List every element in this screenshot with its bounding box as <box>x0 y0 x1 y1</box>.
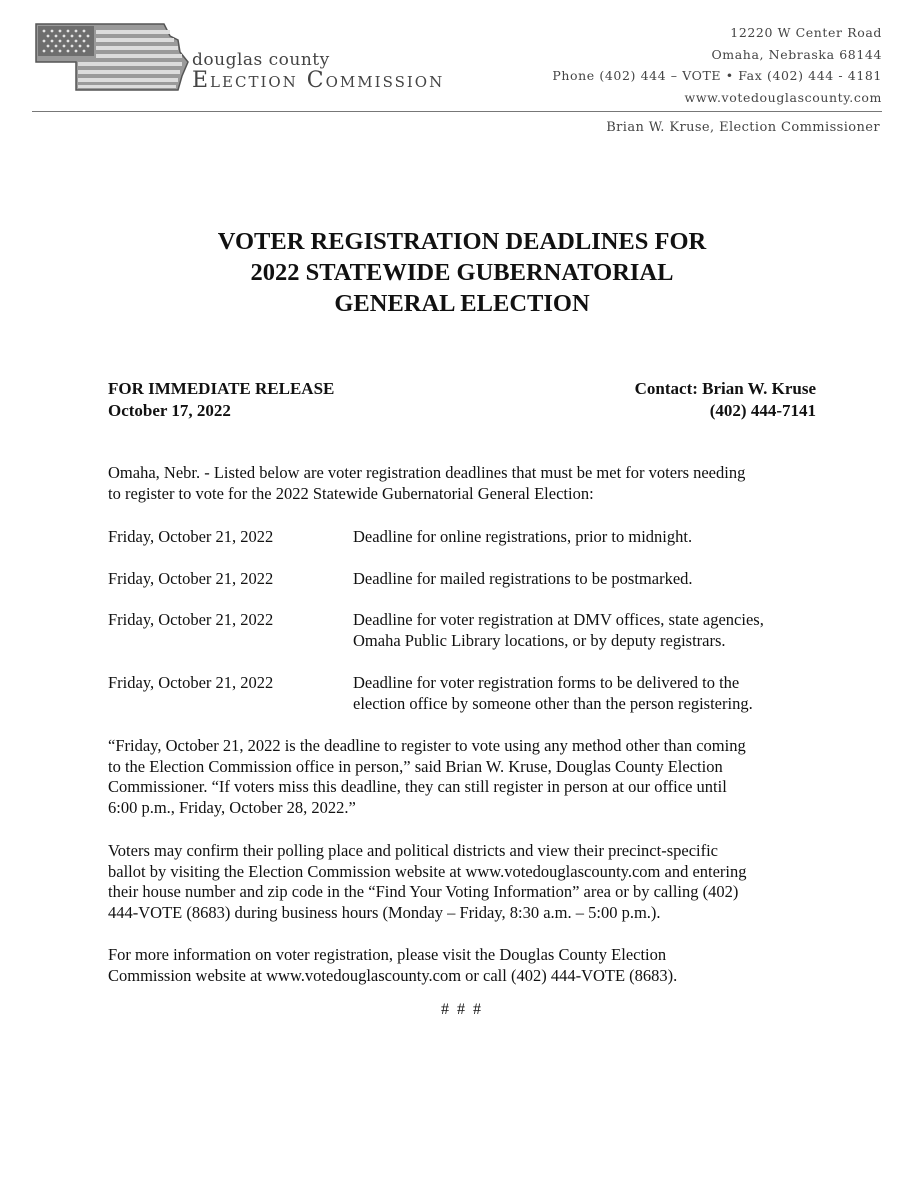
letterhead <box>0 0 924 140</box>
deadline-description <box>353 610 823 651</box>
deadline-date: Friday, October 21, 2022 <box>108 527 274 546</box>
paragraph-line: to the Election Commission office in person,” said Brian W. Kruse, Douglas County Election <box>108 756 723 776</box>
contact-phone: (402) 444-7141 <box>709 401 816 420</box>
deadline-description <box>353 527 823 548</box>
paragraph-line: 6:00 p.m., Friday, October 28, 2022.” <box>108 797 356 817</box>
end-marker: # # # <box>441 1001 483 1018</box>
deadline-date: Friday, October 21, 2022 <box>108 610 274 629</box>
description-line: Deadline for mailed registrations to be postmarked. <box>353 569 693 588</box>
more-info-paragraph <box>108 945 828 986</box>
paragraph-line: Omaha, Nebr. - Listed below are voter registration deadlines that must be met for voters needing <box>108 463 746 482</box>
letterhead-divider <box>32 111 882 112</box>
description-line: Omaha Public Library locations, or by deputy registrars. <box>353 630 726 650</box>
document-title <box>0 226 924 319</box>
release-block <box>108 378 334 422</box>
title-line: 2022 STATEWIDE GUBERNATORIAL <box>250 259 674 286</box>
description-line: election office by someone other than the person registering. <box>353 693 753 713</box>
release-label: FOR IMMEDIATE RELEASE <box>108 379 335 398</box>
contact-name: Contact: Brian W. Kruse <box>634 379 816 398</box>
paragraph-line: their house number and zip code in the “Find Your Voting Information” area or by calling (402) <box>108 882 739 901</box>
description-line: Deadline for voter registration at DMV offices, state agencies, <box>353 610 764 629</box>
deadline-date: Friday, October 21, 2022 <box>108 569 274 588</box>
organization-name-line2: Election Commission <box>192 68 445 93</box>
description-line: Deadline for online registrations, prior to midnight. <box>353 527 693 546</box>
release-date: October 17, 2022 <box>108 401 231 420</box>
quote-paragraph <box>108 736 828 818</box>
address-street: 12220 W Center Road <box>730 25 882 40</box>
contact-address-block <box>552 22 882 108</box>
description-line: Deadline for voter registration forms to be delivered to the <box>353 673 740 692</box>
title-line: GENERAL ELECTION <box>334 290 590 317</box>
paragraph-line: “Friday, October 21, 2022 is the deadline to register to vote using any method other than coming <box>108 736 746 755</box>
contact-block <box>635 378 816 422</box>
flag-in-nebraska-outline-icon <box>32 22 192 94</box>
polling-paragraph <box>108 841 828 923</box>
deadline-date: Friday, October 21, 2022 <box>108 673 274 692</box>
commissioner-name: Brian W. Kruse, Election Commissioner <box>606 120 880 135</box>
title-line: VOTER REGISTRATION DEADLINES FOR <box>217 228 707 255</box>
deadline-description <box>353 569 823 590</box>
paragraph-line: For more information on voter registration, please visit the Douglas County Election <box>108 945 667 964</box>
intro-paragraph <box>108 463 828 504</box>
organization-name-line1: douglas county <box>192 50 330 70</box>
paragraph-line: Commission website at www.votedouglascounty.com or call (402) 444-VOTE (8683). <box>108 965 678 985</box>
website-link[interactable]: www.votedouglascounty.com <box>684 89 882 105</box>
phone-fax: Phone (402) 444 – VOTE • Fax (402) 444 - 4181 <box>552 68 882 83</box>
paragraph-line: to register to vote for the 2022 Statewide Gubernatorial General Election: <box>108 483 594 503</box>
paragraph-line: Voters may confirm their polling place and political districts and view their precinct-specific <box>108 841 719 860</box>
address-city: Omaha, Nebraska 68144 <box>711 46 882 62</box>
deadline-description <box>353 673 823 714</box>
paragraph-line: Commissioner. “If voters miss this deadline, they can still register in person at our office until <box>108 777 727 796</box>
paragraph-line: ballot by visiting the Election Commission website at www.votedouglascounty.com and entering <box>108 861 747 881</box>
paragraph-line: 444-VOTE (8683) during business hours (Monday – Friday, 8:30 a.m. – 5:00 p.m.). <box>108 902 661 922</box>
